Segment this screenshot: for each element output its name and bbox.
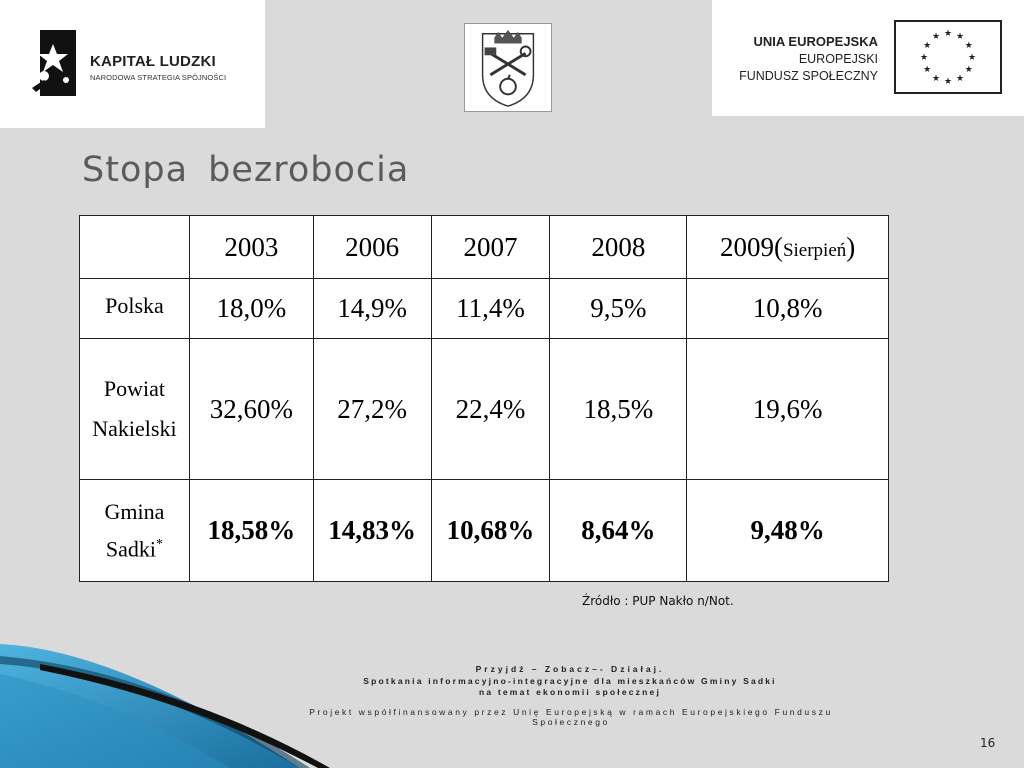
header-year-2007: 2007 — [431, 216, 550, 279]
eu-star-icon: ★ — [967, 52, 977, 62]
table-cell: 10,68% — [431, 480, 550, 582]
table-cell: 32,60% — [189, 339, 313, 480]
row-label-gmina — [80, 480, 190, 582]
eu-logo-text — [739, 33, 878, 85]
row-label-line-1: Powiat — [103, 376, 165, 401]
table-cell: 27,2% — [313, 339, 431, 480]
eu-stars-icon — [896, 22, 1000, 92]
unemployment-table — [79, 215, 889, 582]
eu-star-icon: ★ — [931, 31, 941, 42]
eu-star-icon: ★ — [964, 64, 973, 74]
row-label-polska: Polska — [80, 279, 190, 339]
footer-slogan: Przyjdź – Zobacz–- Działaj. — [475, 664, 665, 674]
table-cell: 22,4% — [431, 339, 550, 480]
page-title: Stopa bezrobocia — [82, 150, 410, 190]
table-cell: 8,64% — [550, 480, 687, 582]
footer-line-funding: Projekt współfinansowany przez Unię Europejską w ramach Europejskiego Funduszu Społecznego — [309, 707, 833, 727]
row-label-line-2: Sadki — [105, 536, 156, 562]
table-header-row — [80, 216, 889, 279]
table-cell: 18,5% — [550, 339, 687, 480]
eu-star-icon: ★ — [943, 76, 953, 86]
table-row — [80, 480, 889, 582]
footer-wave-decoration — [0, 630, 1024, 768]
header-2009-month: Sierpień — [782, 239, 847, 261]
eu-line-1: EUROPEJSKI — [798, 52, 878, 66]
eu-title: UNIA EUROPEJSKA — [753, 34, 878, 49]
table-cell: 14,83% — [313, 480, 431, 582]
header-2009-close: ) — [846, 231, 856, 262]
table-cell: 10,8% — [687, 279, 889, 339]
footnote-mark: * — [156, 537, 163, 553]
header-corner-cell — [80, 216, 190, 279]
table-cell: 18,0% — [189, 279, 313, 339]
table-cell: 19,6% — [687, 339, 889, 480]
row-label-powiat — [80, 339, 190, 480]
eu-star-icon: ★ — [943, 28, 953, 38]
kapital-ludzki-star-figure-icon — [30, 30, 76, 96]
table-cell: 9,5% — [550, 279, 687, 339]
row-label-line-2: Nakielski — [92, 416, 177, 441]
row-label-line-1: Gmina — [104, 499, 165, 525]
header-2009-year: 2009( — [719, 231, 783, 262]
eu-star-icon: ★ — [964, 40, 973, 50]
eu-star-icon: ★ — [923, 40, 932, 50]
eu-star-icon: ★ — [923, 64, 932, 74]
kapital-ludzki-title: KAPITAŁ LUDZKI — [90, 53, 216, 70]
eu-star-icon: ★ — [931, 72, 941, 83]
footer-line-topic: na temat ekonomii społecznej — [478, 687, 662, 697]
table-row — [80, 279, 889, 339]
header-year-2009 — [687, 216, 889, 279]
header-year-2006: 2006 — [313, 216, 431, 279]
source-note: Źródło : PUP Nakło n/Not. — [582, 594, 734, 608]
eu-star-icon: ★ — [955, 72, 965, 83]
kapital-ludzki-subtitle: NARODOWA STRATEGIA SPÓJNOŚCI — [90, 73, 227, 82]
header-year-2008: 2008 — [550, 216, 687, 279]
kapital-ludzki-logo — [0, 0, 265, 128]
eu-stars-flag — [894, 20, 1002, 94]
municipal-coat-of-arms — [464, 23, 552, 112]
eu-star-icon: ★ — [919, 52, 929, 62]
coat-of-arms-icon — [465, 24, 551, 111]
eu-star-icon: ★ — [955, 31, 965, 42]
eu-line-2: FUNDUSZ SPOŁECZNY — [739, 69, 878, 83]
table-cell: 9,48% — [687, 480, 889, 582]
header-year-2003: 2003 — [189, 216, 313, 279]
table-row — [80, 339, 889, 480]
footer-line-meetings: Spotkania informacyjno-integracyjne dla mieszkańców Gminy Sadki — [363, 676, 777, 686]
table-cell: 18,58% — [189, 480, 313, 582]
eu-logo — [712, 0, 1024, 116]
page-number: 16 — [980, 736, 996, 750]
table-cell: 14,9% — [313, 279, 431, 339]
table-cell: 11,4% — [431, 279, 550, 339]
